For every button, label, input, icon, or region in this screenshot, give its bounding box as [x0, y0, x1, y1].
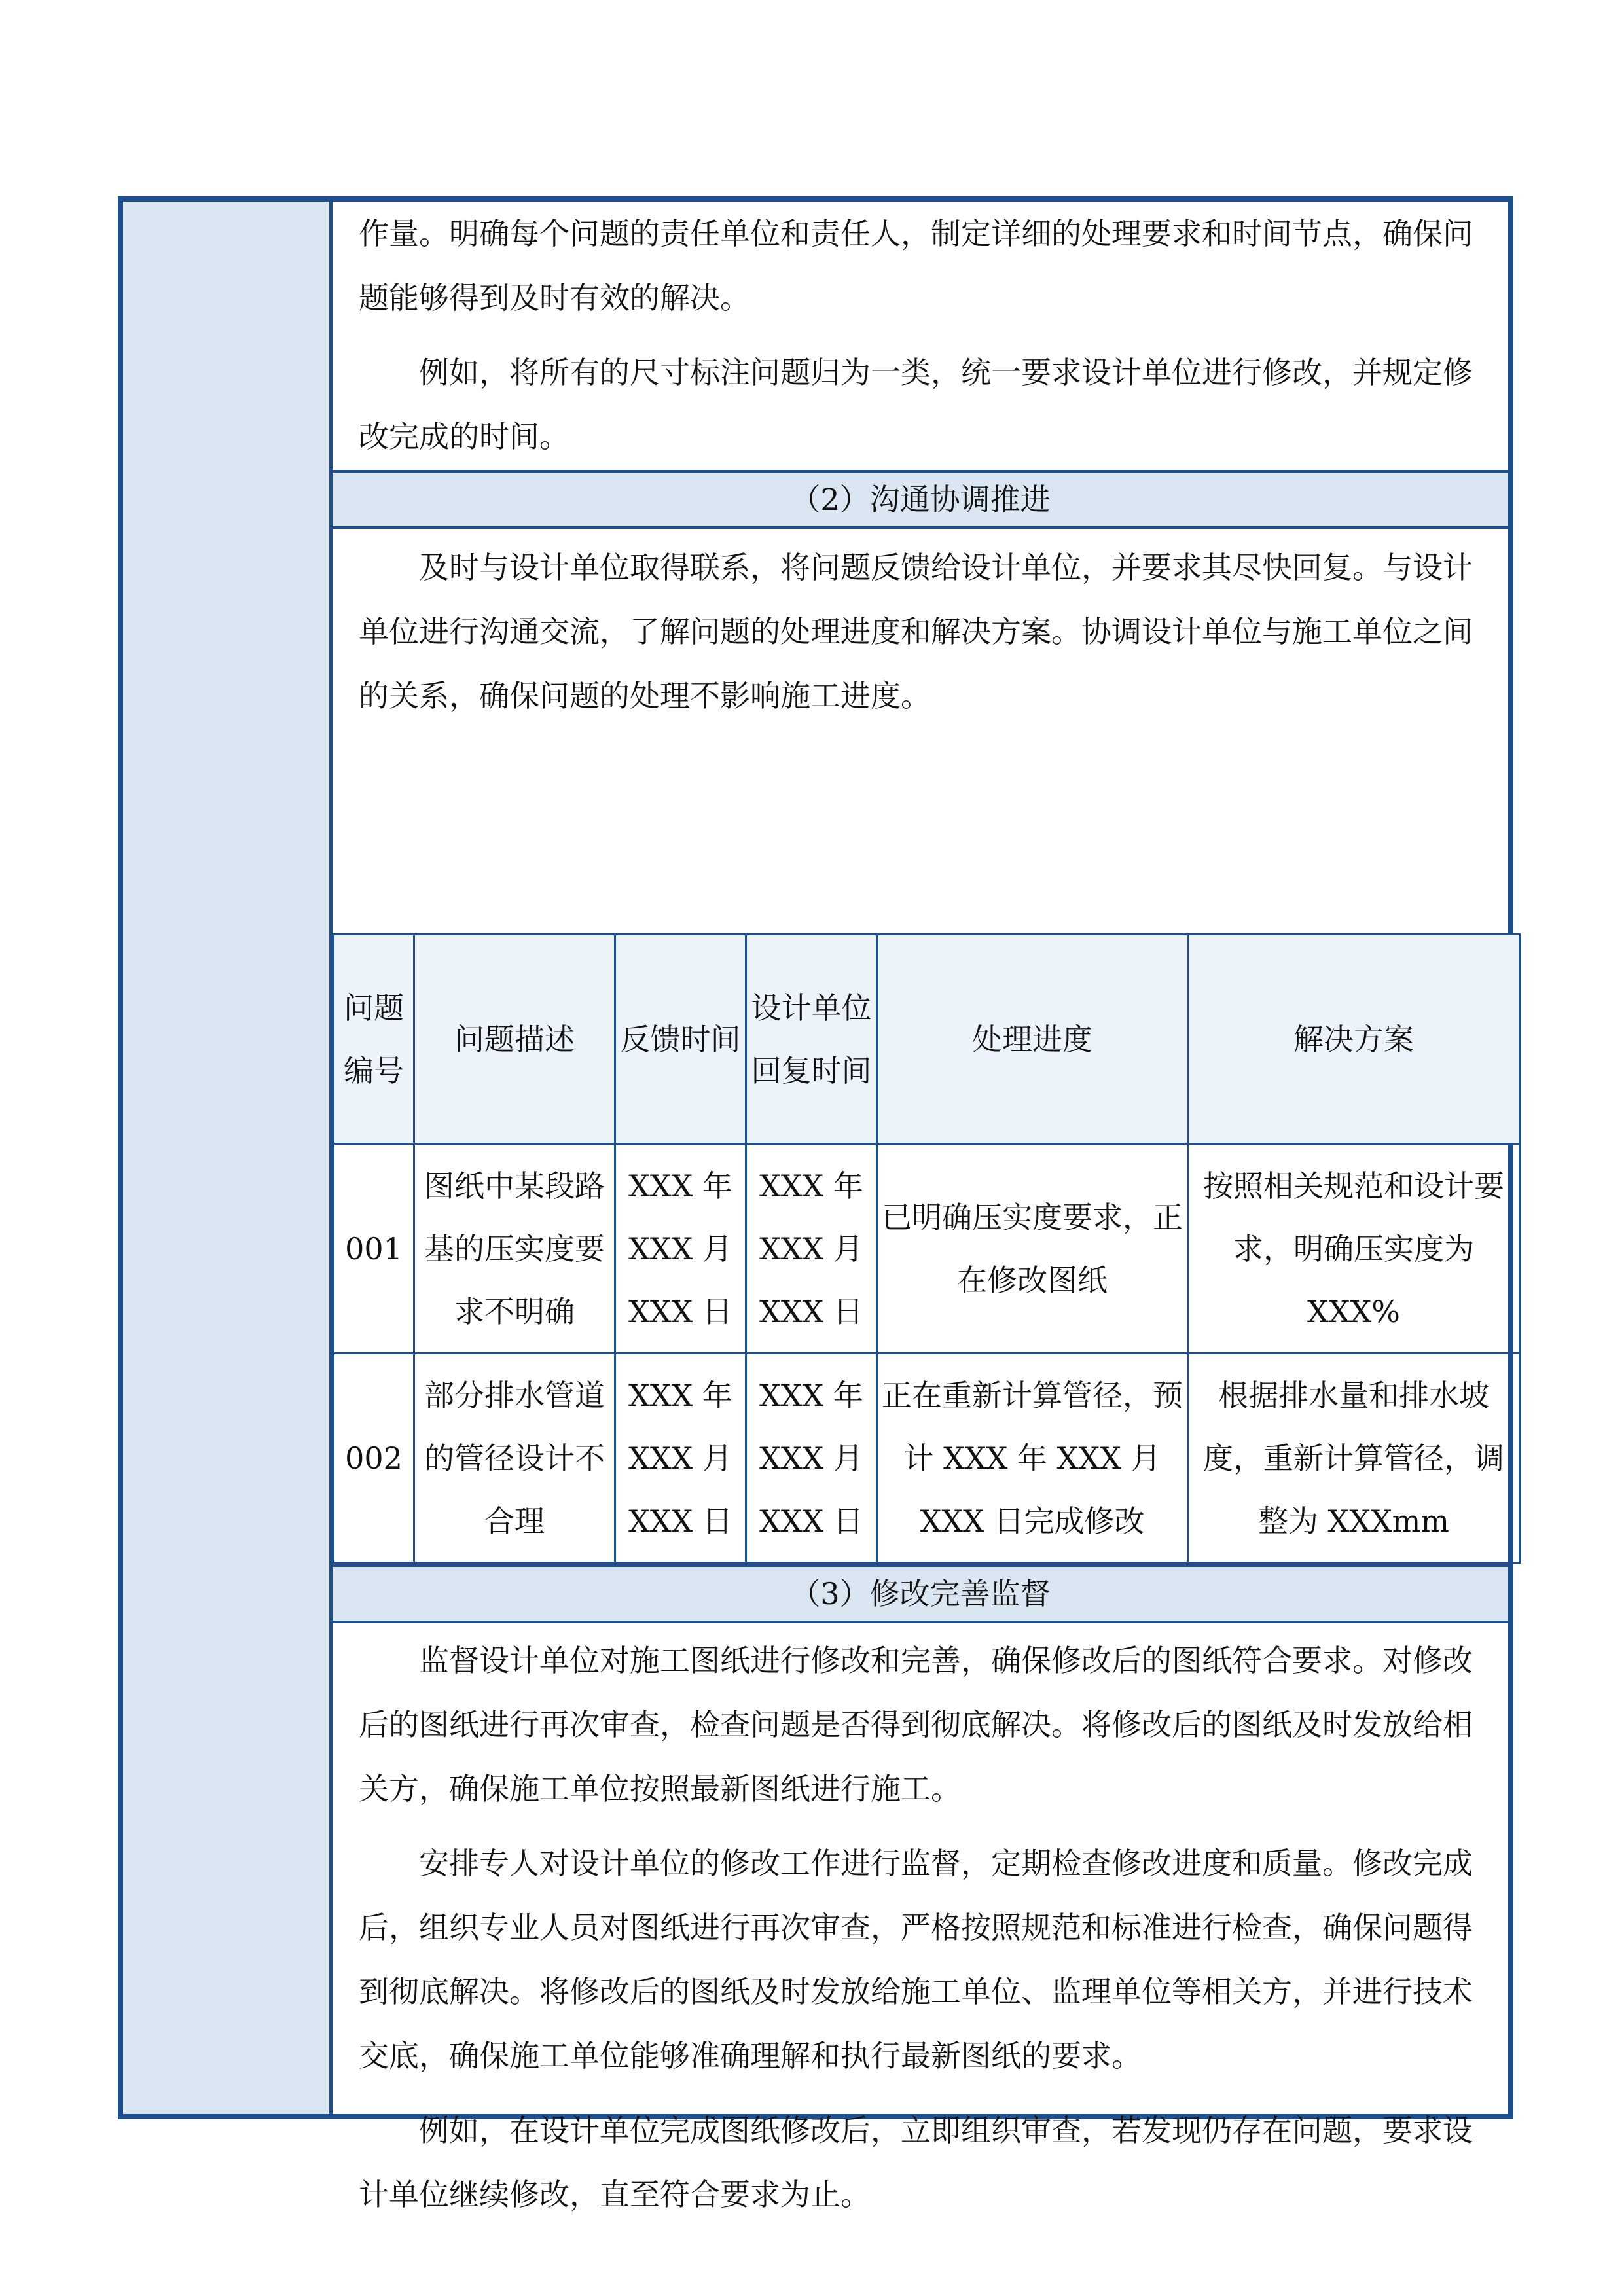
cell-progress: 正在重新计算管径，预计 XXX 年 XXX 月 XXX 日完成修改	[877, 1354, 1188, 1563]
section-3-paragraph-3: 例如，在设计单位完成图纸修改后，立即组织审查，若发现仍存在问题，要求设计单位继续修改，直至符合要求为止。	[359, 2113, 1473, 2212]
left-sidebar-column	[123, 202, 333, 2114]
section-3-text	[333, 1623, 1508, 2212]
intro-paragraph-2: 例如，将所有的尺寸标注问题归为一类，统一要求设计单位进行修改，并规定修改完成的时间。	[359, 355, 1473, 454]
header-reply: 设计单位回复时间	[746, 935, 877, 1144]
header-desc: 问题描述	[414, 935, 615, 1144]
section-3-paragraph-2: 安排专人对设计单位的修改工作进行监督，定期检查修改进度和质量。修改完成后，组织专业人员对图纸进行再次审查，严格按照规范和标准进行检查，确保问题得到彻底解决。将修改后的图纸及时发放给施工单位、监理单位等相关方，并进行技术交底，确保施工单位能够准确理解和执行最新图纸的要求。	[359, 1846, 1473, 2073]
cell-solution: 根据排水量和排水坡度，重新计算管径，调整为 XXXmm	[1188, 1354, 1520, 1563]
section-2-heading: （2）沟通协调推进	[333, 470, 1508, 529]
cell-reply: XXX 年 XXX 月 XXX 日	[746, 1354, 877, 1563]
cell-feedback: XXX 年 XXX 月 XXX 日	[615, 1354, 746, 1563]
content-frame	[118, 196, 1513, 2212]
cell-desc: 部分排水管道的管径设计不合理	[414, 1354, 615, 1563]
header-feedback: 反馈时间	[615, 935, 746, 1144]
table-row	[334, 1354, 1520, 1563]
intro-paragraph-1: 作量。明确每个问题的责任单位和责任人，制定详细的处理要求和时间节点，确保问题能够得到及时有效的解决。	[359, 216, 1473, 315]
cell-solution: 按照相关规范和设计要求，明确压实度为 XXX%	[1188, 1144, 1520, 1354]
intro-text	[333, 202, 1508, 470]
section-3-heading: （3）修改完善监督	[333, 1564, 1508, 1623]
header-progress: 处理进度	[877, 935, 1188, 1144]
header-id: 问题编号	[334, 935, 414, 1144]
cell-id: 001	[334, 1144, 414, 1354]
header-solution: 解决方案	[1188, 935, 1520, 1144]
section-3-paragraph-1: 监督设计单位对施工图纸进行修改和完善，确保修改后的图纸符合要求。对修改后的图纸进行再次审查，检查问题是否得到彻底解决。将修改后的图纸及时发放给相关方，确保施工单位按照最新图纸进行施工。	[359, 1643, 1473, 1806]
table-header-row	[334, 935, 1520, 1144]
cell-id: 002	[334, 1354, 414, 1563]
section-2-text	[333, 529, 1508, 935]
issues-table	[333, 933, 1521, 1564]
main-content	[333, 202, 1508, 2212]
cell-progress: 已明确压实度要求，正在修改图纸	[877, 1144, 1188, 1354]
cell-reply: XXX 年 XXX 月 XXX 日	[746, 1144, 877, 1354]
cell-feedback: XXX 年 XXX 月 XXX 日	[615, 1144, 746, 1354]
cell-desc: 图纸中某段路基的压实度要求不明确	[414, 1144, 615, 1354]
section-2-paragraph-1: 及时与设计单位取得联系，将问题反馈给设计单位，并要求其尽快回复。与设计单位进行沟通交流，了解问题的处理进度和解决方案。协调设计单位与施工单位之间的关系，确保问题的处理不影响施工进度。	[359, 550, 1473, 713]
table-row	[334, 1144, 1520, 1354]
